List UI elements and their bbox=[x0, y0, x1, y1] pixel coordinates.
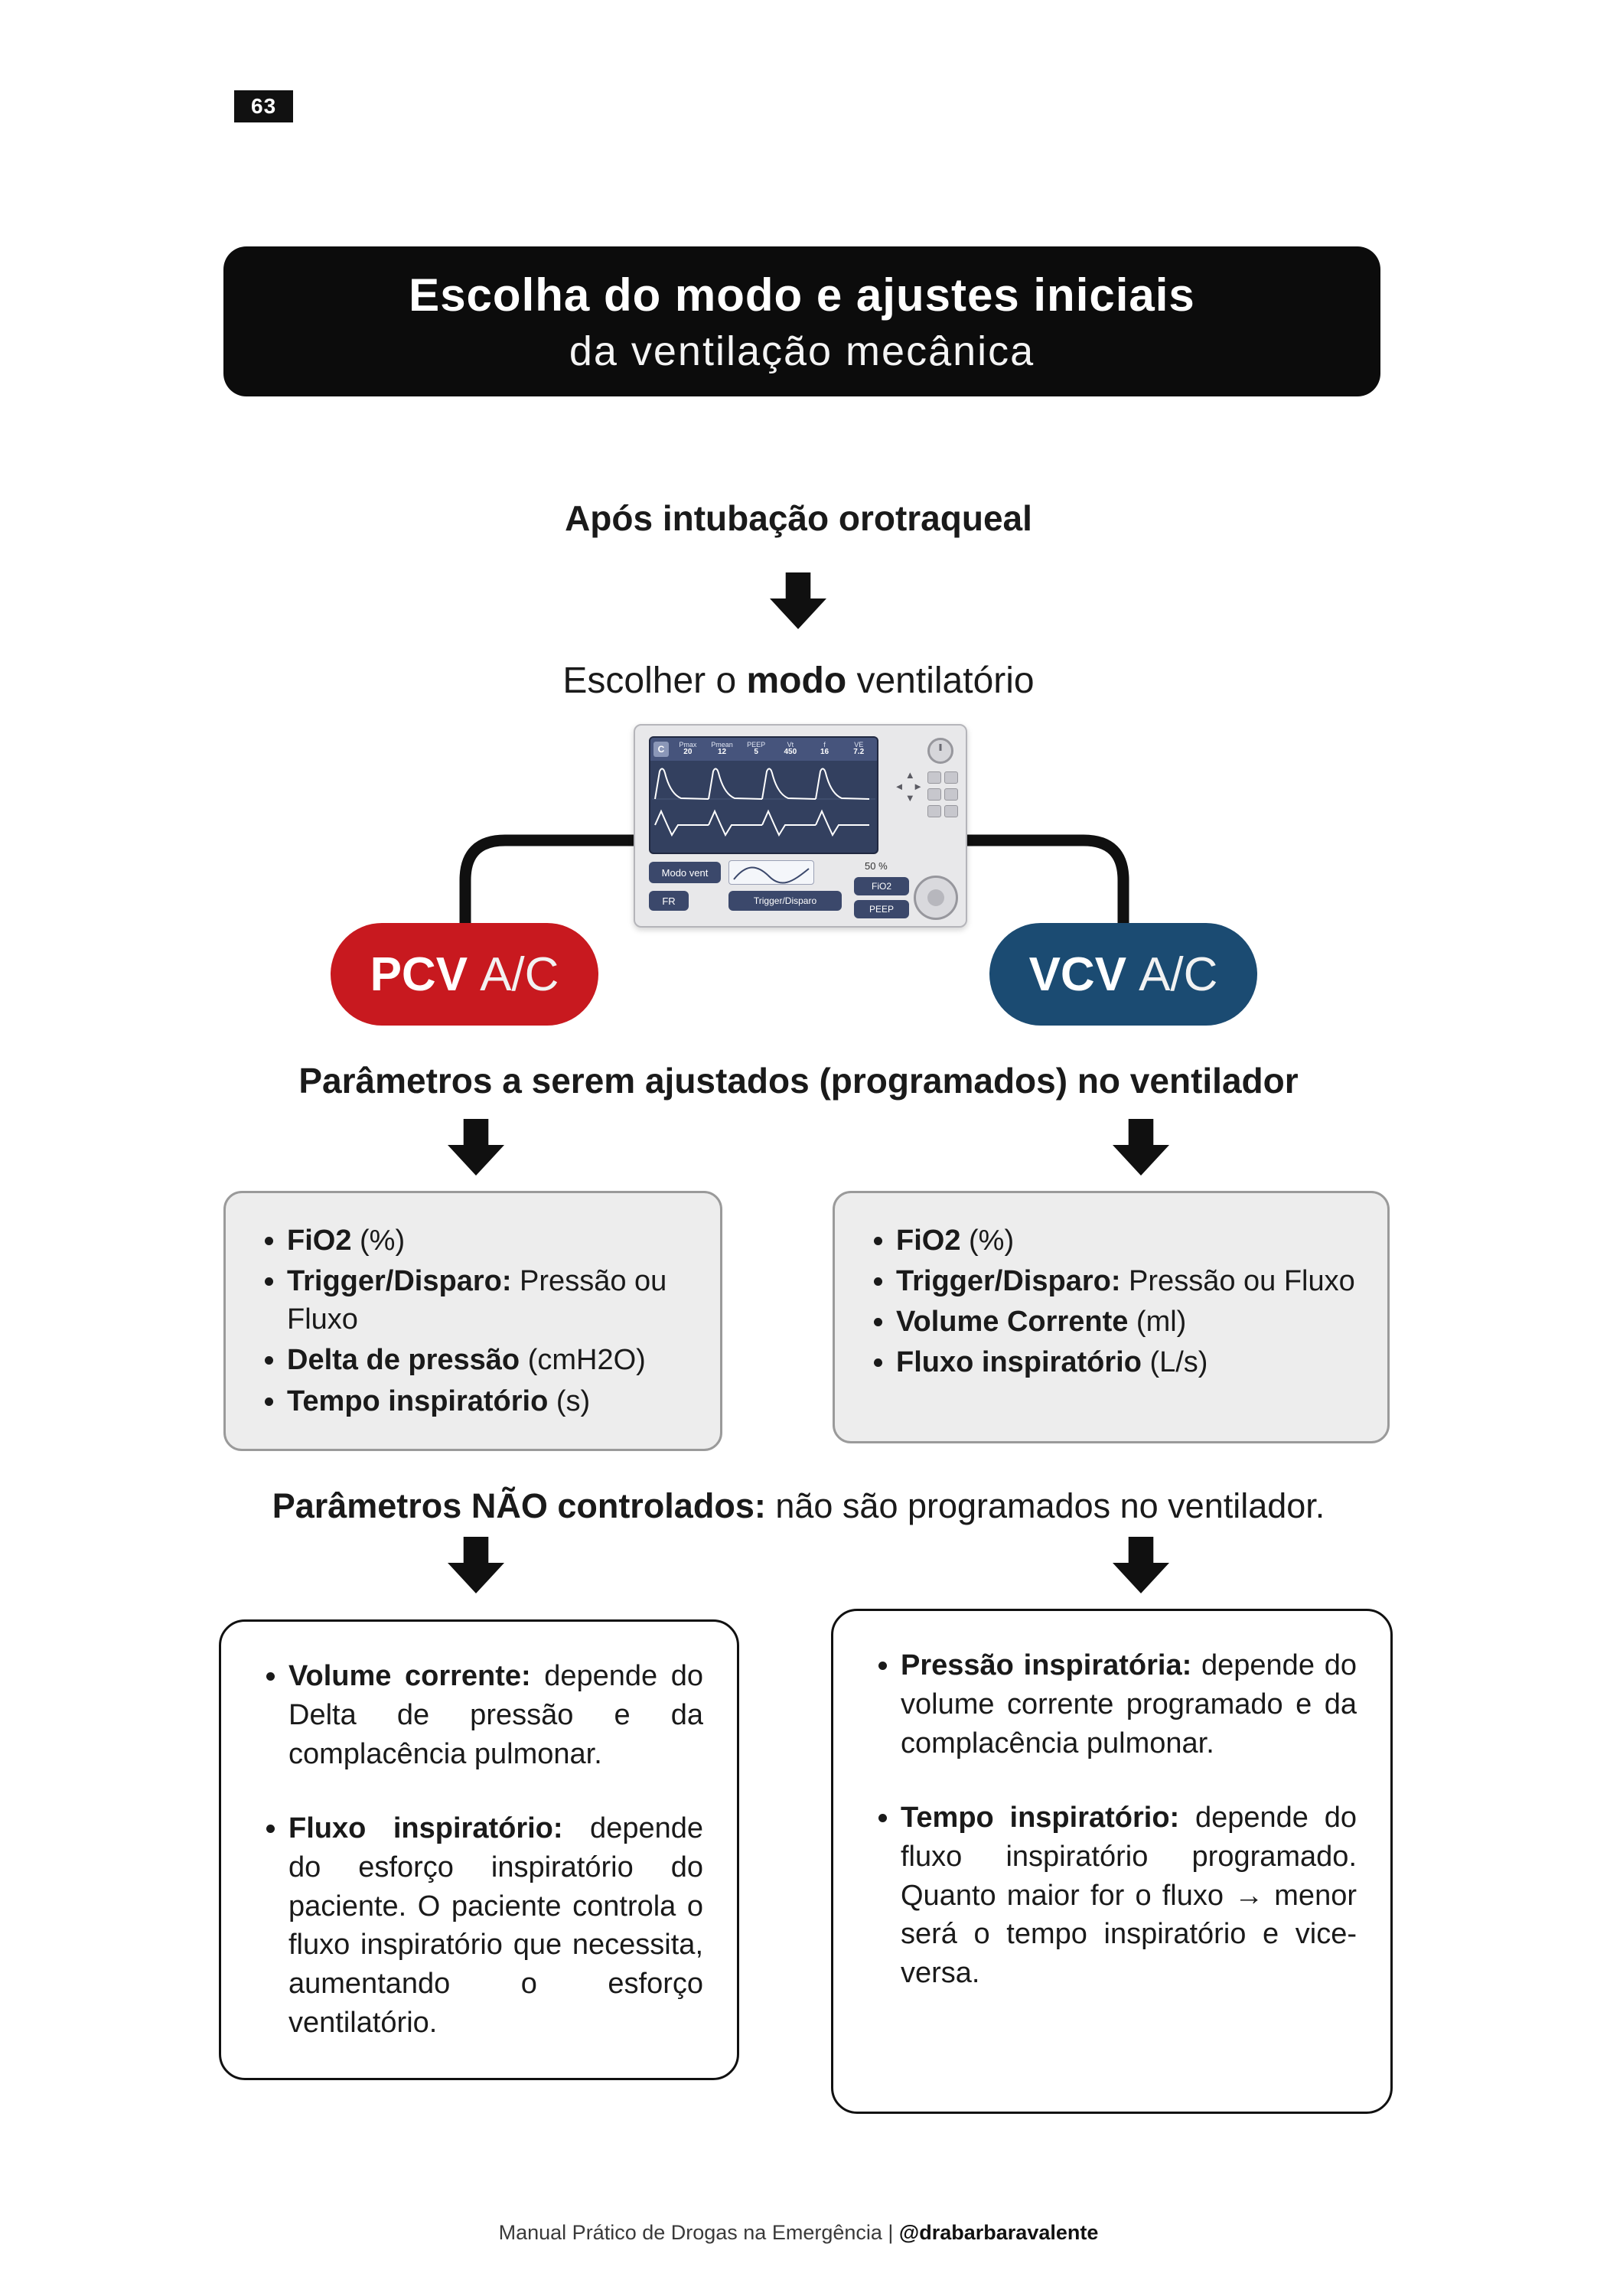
title-line-1: Escolha do modo e ajustes iniciais bbox=[409, 269, 1195, 321]
ventilator-monitor-bar bbox=[650, 738, 877, 761]
page-number-badge: 63 bbox=[234, 90, 293, 122]
list-item: • Delta de pressão (cmH2O) bbox=[287, 1341, 693, 1379]
monitor-cell: VE 7.2 bbox=[853, 741, 865, 757]
mini-waveform bbox=[729, 861, 813, 884]
keypad-buttons bbox=[927, 771, 957, 817]
ventilator-screen bbox=[649, 736, 878, 854]
down-arrow-icon bbox=[448, 1119, 504, 1176]
choose-mode-text-tail: ventilatório bbox=[846, 660, 1035, 701]
pcv-uncontrolled-list bbox=[255, 1657, 703, 2043]
list-item: • Trigger/Disparo: Pressão ou Fluxo bbox=[896, 1262, 1360, 1300]
choose-mode-text: Escolher o bbox=[562, 660, 747, 701]
vcv-mode-pill bbox=[989, 923, 1257, 1026]
pcv-label: PCV bbox=[370, 947, 468, 1001]
monitor-cell: PEEP 5 bbox=[747, 741, 766, 757]
list-item: • Fluxo inspiratório: depende do esforço inspiratório do paciente. O paciente controla o fluxo inspiratório que necessita, aumentando o esforço ventilatório. bbox=[288, 1809, 703, 2043]
mini-waveform-box bbox=[728, 860, 814, 885]
footer bbox=[0, 2221, 1597, 2245]
down-arrow-icon bbox=[1113, 1537, 1169, 1593]
footer-text: Manual Prático de Drogas na Emergência | bbox=[498, 2221, 899, 2244]
list-item: • Trigger/Disparo: Pressão ou Fluxo bbox=[287, 1262, 693, 1339]
vcv-uncontrolled-list bbox=[867, 1646, 1357, 1993]
modo-vent-button: Modo vent bbox=[649, 862, 721, 883]
vcv-uncontrolled-box bbox=[831, 1609, 1393, 2114]
title-line-2: da ventilação mecânica bbox=[569, 328, 1035, 374]
fio2-percent-readout: 50 % bbox=[865, 860, 888, 872]
vcv-suffix: A/C bbox=[1139, 947, 1218, 1001]
adjusted-parameters-heading: Parâmetros a serem ajustados (programados) no ventilador bbox=[298, 1061, 1299, 1101]
ventilator-illustration bbox=[634, 724, 967, 928]
pcv-adjusted-parameters-box bbox=[223, 1191, 722, 1451]
peep-button: PEEP bbox=[854, 900, 909, 918]
down-arrow-icon bbox=[770, 572, 826, 629]
fio2-button: FiO2 bbox=[854, 877, 909, 895]
step-after-intubation: Após intubação orotraqueal bbox=[565, 498, 1032, 538]
list-item: • Tempo inspiratório (s) bbox=[287, 1382, 693, 1420]
down-arrow-icon bbox=[448, 1537, 504, 1593]
list-item: • Volume Corrente (ml) bbox=[896, 1303, 1360, 1341]
power-button-icon bbox=[927, 738, 953, 764]
vcv-adjusted-parameters-box bbox=[833, 1191, 1390, 1443]
pcv-mode-pill bbox=[331, 923, 598, 1026]
monitor-cell: Pmax 20 bbox=[679, 741, 697, 757]
pcv-uncontrolled-box bbox=[219, 1619, 739, 2080]
navigation-arrows-icon: ▲ ◄ ► ▼ bbox=[894, 769, 926, 804]
vcv-adjusted-list bbox=[862, 1221, 1360, 1382]
monitor-cell: Pmean 12 bbox=[711, 741, 733, 757]
footer-handle: @drabarbaravalente bbox=[898, 2221, 1099, 2244]
ventilator-corner-label: C bbox=[653, 742, 669, 757]
monitor-cell: Vt 450 bbox=[784, 741, 797, 757]
down-arrow-icon bbox=[1113, 1119, 1169, 1176]
pcv-adjusted-list bbox=[253, 1221, 693, 1420]
uncontrolled-parameters-heading: Parâmetros NÃO controlados: não são programados no ventilador. bbox=[272, 1486, 1325, 1525]
waveform-display bbox=[650, 761, 877, 848]
list-item: • FiO2 (%) bbox=[287, 1221, 693, 1260]
list-item: • Tempo inspiratório: depende do fluxo inspiratório programado. Quanto maior for o fluxo → menor será o tempo inspiratório e vice-versa. bbox=[901, 1799, 1357, 1994]
title-banner bbox=[223, 246, 1380, 396]
list-item: • Volume corrente: depende do Delta de pressão e da complacência pulmonar. bbox=[288, 1657, 703, 1774]
fr-button: FR bbox=[649, 891, 689, 911]
vcv-label: VCV bbox=[1028, 947, 1127, 1001]
choose-mode-bold-word: modo bbox=[746, 660, 847, 701]
rotary-knob bbox=[914, 876, 958, 920]
trigger-disparo-button: Trigger/Disparo bbox=[728, 891, 842, 911]
list-item: • FiO2 (%) bbox=[896, 1221, 1360, 1260]
monitor-cell: f 16 bbox=[820, 741, 829, 757]
list-item: • Fluxo inspiratório (L/s) bbox=[896, 1343, 1360, 1381]
step-choose-mode bbox=[0, 660, 1597, 702]
list-item: • Pressão inspiratória: depende do volume corrente programado e da complacência pulmonar. bbox=[901, 1646, 1357, 1763]
pcv-suffix: A/C bbox=[480, 947, 559, 1001]
